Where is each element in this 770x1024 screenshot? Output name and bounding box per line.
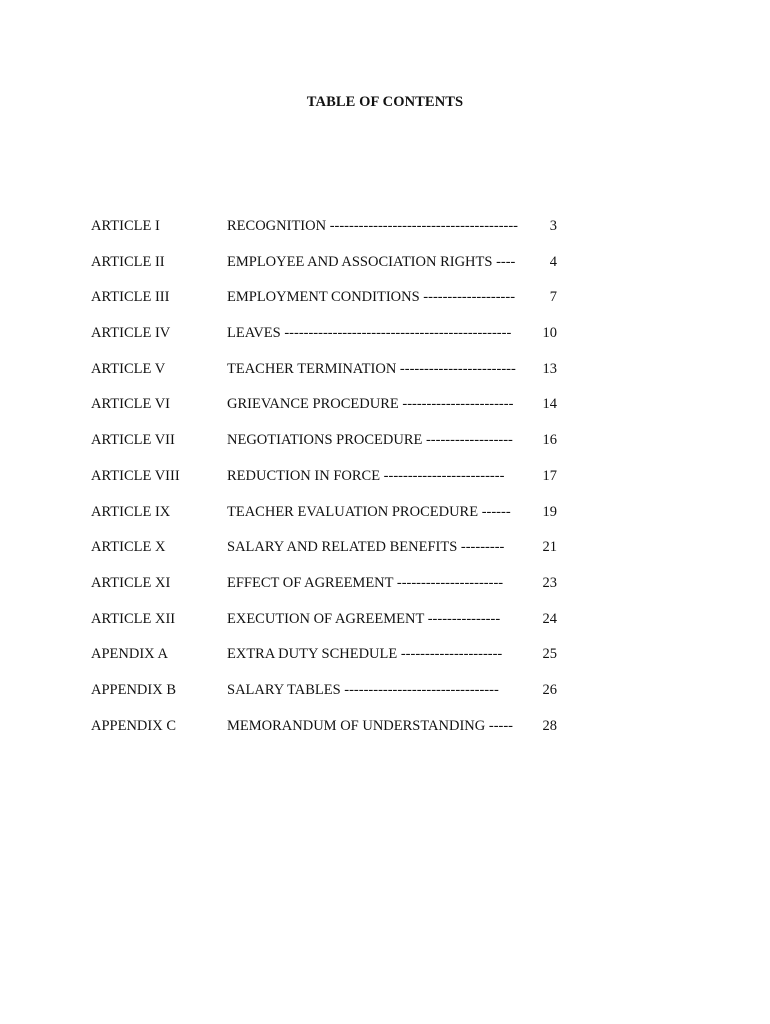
toc-row (91, 254, 571, 290)
toc-article-label: ARTICLE VI (91, 396, 171, 413)
toc-article-label: ARTICLE IV (91, 325, 171, 342)
toc-row (91, 575, 571, 611)
toc-page-number: 14 (542, 396, 557, 413)
toc-page-number: 26 (542, 681, 557, 698)
toc-article-label: ARTICLE VIII (91, 467, 180, 484)
toc-page-number: 7 (549, 289, 557, 306)
toc-entry-title: EXTRA DUTY SCHEDULE --------------------- (227, 646, 503, 663)
page-title: TABLE OF CONTENTS (306, 94, 464, 110)
toc-row (91, 539, 571, 575)
toc-row (91, 646, 571, 682)
toc-page-number: 23 (542, 574, 557, 591)
toc-entry-title: REDUCTION IN FORCE ------------------------- (227, 467, 505, 484)
toc-article-label: APPENDIX C (91, 717, 176, 734)
toc-entry-title: EFFECT OF AGREEMENT ---------------------- (227, 574, 504, 591)
toc-article-label: ARTICLE X (91, 539, 166, 556)
toc-row (91, 504, 571, 540)
toc-entry-title: SALARY TABLES -------------------------------- (227, 681, 499, 698)
toc-entry-title: LEAVES ----------------------------------------------- (227, 325, 512, 342)
toc-page-number: 25 (542, 646, 557, 663)
toc-entry-title: EMPLOYMENT CONDITIONS ------------------- (227, 289, 516, 306)
toc-row (91, 468, 571, 504)
toc-article-label: ARTICLE V (91, 360, 166, 377)
toc-row (91, 218, 571, 254)
toc-page-number: 21 (542, 539, 557, 556)
toc-page-number: 24 (542, 610, 557, 627)
toc-entry-title: MEMORANDUM OF UNDERSTANDING ----- (227, 717, 514, 734)
toc-row (91, 289, 571, 325)
toc-entry-title: TEACHER TERMINATION ------------------------ (227, 360, 516, 377)
toc-entry-title: GRIEVANCE PROCEDURE ----------------------- (227, 396, 514, 413)
toc-entry-title: TEACHER EVALUATION PROCEDURE ------ (227, 503, 511, 520)
toc-entry-title: SALARY AND RELATED BENEFITS --------- (227, 539, 505, 556)
toc-entry-title: EMPLOYEE AND ASSOCIATION RIGHTS ---- (227, 253, 516, 270)
toc-page-number: 4 (549, 253, 557, 270)
toc-row (91, 396, 571, 432)
toc-article-label: APENDIX A (91, 646, 168, 663)
toc-row (91, 682, 571, 718)
toc-row (91, 432, 571, 468)
toc-article-label: ARTICLE IX (91, 503, 171, 520)
toc-article-label: ARTICLE III (91, 289, 170, 306)
toc-entry-title: RECOGNITION --------------------------------------- (227, 218, 519, 234)
toc-list (91, 218, 571, 753)
toc-article-label: ARTICLE II (91, 253, 165, 270)
toc-article-label: ARTICLE XI (91, 574, 171, 591)
toc-page-number: 10 (542, 325, 557, 342)
toc-row (91, 718, 571, 754)
toc-page-number: 16 (542, 432, 557, 449)
toc-entry-title: NEGOTIATIONS PROCEDURE ------------------ (227, 432, 513, 449)
toc-row (91, 325, 571, 361)
toc-row (91, 611, 571, 647)
toc-page-number: 17 (542, 467, 557, 484)
toc-page-number: 3 (549, 218, 557, 234)
toc-page-number: 19 (542, 503, 557, 520)
toc-article-label: ARTICLE VII (91, 432, 175, 449)
toc-entry-title: EXECUTION OF AGREEMENT --------------- (227, 610, 501, 627)
toc-row (91, 361, 571, 397)
toc-page-number: 13 (542, 360, 557, 377)
toc-article-label: APPENDIX B (91, 681, 176, 698)
toc-page-number: 28 (542, 717, 557, 734)
toc-article-label: ARTICLE I (91, 218, 160, 234)
toc-article-label: ARTICLE XII (91, 610, 176, 627)
